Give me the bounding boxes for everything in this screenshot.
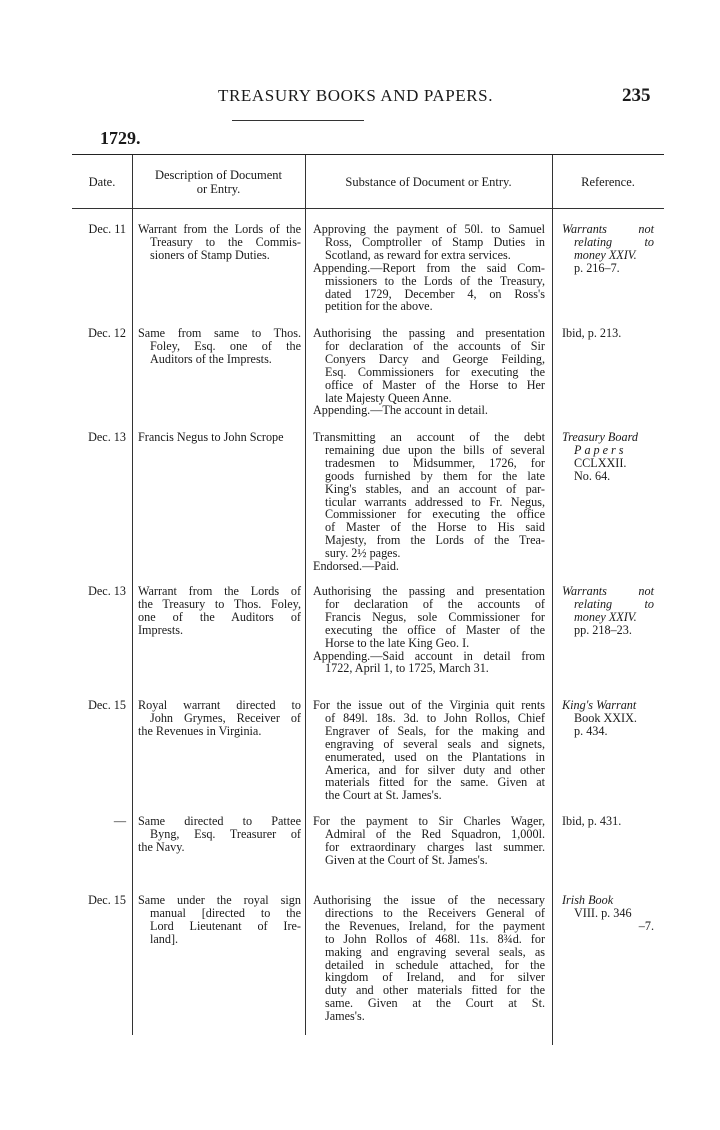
- appending-line: 1722, April 1, to 1725, March 31.: [325, 661, 489, 676]
- column-header-description-line1: Description of Document: [154, 167, 283, 182]
- column-divider-substance: [552, 155, 553, 1045]
- reference-line: pp. 218–23.: [574, 622, 632, 637]
- entry-reference: [562, 815, 654, 828]
- substance-line: making and engraving several seals, as: [325, 944, 545, 959]
- header-rule: [232, 120, 364, 121]
- description-line: Foley, Esq. one of the: [150, 338, 301, 353]
- substance-line: Authorising the passing and presentation: [313, 326, 545, 340]
- substance-line: of Master of the Horse to His said: [325, 520, 545, 535]
- substance-line: for extraordinary charges last summer.: [325, 839, 545, 854]
- entry-description: [138, 431, 301, 444]
- substance-line: of 849l. 18s. 3d. to John Rollos, Chief: [325, 710, 545, 725]
- reference-line: Ibid, p. 431.: [562, 814, 622, 828]
- substance-line: Admiral of the Red Squadron, 1,000l.: [325, 826, 545, 841]
- reference-line: Warrants not: [562, 222, 654, 236]
- substance-line: the Revenues, Ireland, for the payment: [325, 918, 545, 933]
- reference-line: Book XXIX.: [574, 710, 637, 725]
- entry-substance: [313, 585, 545, 675]
- reference-line: relating to: [574, 596, 654, 611]
- appending-line: missioners to the Lords of the Treasury,: [325, 273, 545, 288]
- substance-line: tradesmen to Midsummer, 1726, for: [325, 455, 545, 470]
- description-line: Francis Negus to John Scrope: [138, 430, 284, 444]
- entry-substance: [313, 699, 545, 802]
- substance-line: Authorising the issue of the necessary: [313, 893, 545, 907]
- column-header-description-line2: or Entry.: [196, 181, 241, 196]
- reference-line: Papers: [574, 442, 627, 457]
- description-line: Byng, Esq. Treasurer of: [150, 826, 301, 841]
- entry-reference: [562, 699, 654, 738]
- reference-line: money XXIV.: [574, 247, 637, 262]
- reference-line: relating to: [574, 234, 654, 249]
- entry-reference: [562, 327, 654, 340]
- description-line: John Grymes, Receiver of: [150, 710, 301, 725]
- year-heading: 1729.: [100, 128, 141, 148]
- substance-line: Majesty, from the Lords of the Trea-: [325, 533, 545, 548]
- reference-line: Treasury Board: [562, 430, 638, 444]
- substance-line: for declaration of the accounts of Sir: [325, 338, 545, 353]
- entry-date: Dec. 11: [88, 222, 126, 236]
- reference-line: Ibid, p. 213.: [562, 326, 622, 340]
- reference-line: CCLXXII.: [574, 455, 627, 470]
- substance-line: Engraver of Seals, for the making and: [325, 723, 545, 738]
- substance-line: Conyers Darcy and George Feilding,: [325, 351, 545, 366]
- description-line: Treasury to the Commis-: [150, 234, 301, 249]
- description-line: Same under the royal sign: [138, 893, 301, 907]
- entry-description: [138, 327, 301, 366]
- substance-line: to John Rollos of 468l. 11s. 8¾d. for: [325, 931, 545, 946]
- description-line: land].: [150, 931, 179, 946]
- reference-line: p. 216–7.: [574, 260, 620, 275]
- substance-line: directions to the Receivers General of: [325, 905, 545, 920]
- description-line: Warrant from the Lords of: [138, 584, 301, 598]
- substance-line: sury. 2½ pages.: [325, 546, 401, 561]
- description-line: Warrant from the Lords of the: [138, 222, 301, 236]
- description-line: sioners of Stamp Duties.: [150, 247, 270, 262]
- reference-line: –7.: [638, 918, 654, 933]
- substance-line: James's.: [325, 1009, 365, 1024]
- substance-line: remaining due upon the bills of several: [325, 442, 545, 457]
- description-line: manual [directed to the: [150, 905, 301, 920]
- substance-line: duty and other materials fitted for the: [325, 983, 545, 998]
- column-divider-description: [305, 155, 306, 1035]
- description-line: Same from same to Thos.: [138, 326, 301, 340]
- description-line: one of the Auditors of: [138, 609, 301, 624]
- entry-date: Dec. 15: [88, 893, 126, 907]
- entry-substance: [313, 894, 545, 1023]
- substance-line: materials fitted for the same. Given at: [325, 775, 545, 790]
- appending-line: Endorsed.—Paid.: [313, 559, 399, 574]
- reference-line: VIII. p. 346: [574, 905, 632, 920]
- column-header-description: [132, 155, 305, 208]
- reference-line: King's Warrant: [562, 698, 637, 712]
- substance-line: kingdom of Ireland, and for silver: [325, 970, 545, 985]
- appending-line: petition for the above.: [325, 299, 433, 314]
- description-line: Auditors of the Imprests.: [150, 351, 272, 366]
- substance-line: America, and for silver duty and other: [325, 762, 545, 777]
- substance-line: late Majesty Queen Anne.: [325, 390, 452, 405]
- entry-description: [138, 585, 301, 637]
- substance-line: For the payment to Sir Charles Wager,: [313, 814, 545, 828]
- substance-line: executing the office of Master of the: [325, 622, 545, 637]
- substance-line: For the issue out of the Virginia quit rents: [313, 698, 545, 712]
- description-line: the Revenues in Virginia.: [138, 723, 262, 738]
- entry-date: Dec. 15: [88, 698, 126, 712]
- appending-line: dated 1729, December 4, on Ross's: [325, 286, 545, 301]
- description-line: Lord Lieutenant of Ire-: [150, 918, 301, 933]
- substance-line: Authorising the passing and presentation: [313, 584, 545, 598]
- substance-line: King's stables, and an account of par-: [325, 481, 545, 496]
- substance-line: detailed in schedule attached, for the: [325, 957, 545, 972]
- entry-date: Dec. 12: [88, 326, 126, 340]
- entry-date: Dec. 13: [88, 430, 126, 444]
- column-header-reference: Reference.: [581, 174, 635, 189]
- running-title: TREASURY BOOKS AND PAPERS.: [218, 86, 494, 105]
- description-line: the Treasury to Thos. Foley,: [138, 596, 301, 611]
- entry-description: [138, 699, 301, 738]
- substance-line: goods furnished by them for the late: [325, 468, 545, 483]
- substance-line: ticular warrants addressed to Fr. Negus,: [325, 494, 545, 509]
- description-line: Same directed to Pattee: [138, 814, 301, 828]
- substance-line: Horse to the late King Geo. I.: [325, 635, 470, 650]
- entry-substance: [313, 223, 545, 313]
- entry-substance: [313, 327, 545, 417]
- substance-line: engraving of several seals and signets,: [325, 736, 545, 751]
- reference-line: Irish Book: [562, 893, 614, 907]
- substance-line: Ross, Comptroller of Stamp Duties in: [325, 234, 545, 249]
- description-line: Imprests.: [138, 622, 184, 637]
- substance-line: enumerated, used on the Plantations in: [325, 749, 545, 764]
- column-header-substance: Substance of Document or Entry.: [345, 174, 512, 189]
- entry-substance: [313, 815, 545, 867]
- substance-line: office of Master of the Horse to Her: [325, 377, 545, 392]
- substance-line: Francis Negus, sole Commissioner for: [325, 609, 545, 624]
- substance-line: the Court at St. James's.: [325, 788, 442, 803]
- column-header-date: Date.: [88, 174, 116, 189]
- entry-reference: [562, 894, 654, 933]
- reference-line: Warrants not: [562, 584, 654, 598]
- description-line: Royal warrant directed to: [138, 698, 301, 712]
- column-divider-date: [132, 155, 133, 1035]
- substance-line: Esq. Commissioners for executing the: [325, 364, 545, 379]
- reference-line: p. 434.: [574, 723, 608, 738]
- appending-line: Appending.—The account in detail.: [313, 403, 488, 418]
- substance-line: same. Given at the Court at St.: [325, 996, 545, 1011]
- entry-reference: [562, 585, 654, 637]
- entry-description: [138, 894, 301, 946]
- appending-line: Appending.—Report from the said Com-: [313, 260, 545, 275]
- description-line: the Navy.: [138, 839, 185, 854]
- substance-line: Given at the Court of St. James's.: [325, 852, 488, 867]
- entry-reference: [562, 223, 654, 275]
- entry-date: —: [113, 814, 126, 828]
- page-number: 235: [622, 85, 651, 106]
- substance-line: Approving the payment of 50l. to Samuel: [313, 222, 545, 236]
- entry-description: [138, 223, 301, 262]
- substance-line: for declaration of the accounts of: [325, 596, 545, 611]
- page-header: [0, 86, 720, 110]
- reference-line: money XXIV.: [574, 609, 637, 624]
- appending-line: Appending.—Said account in detail from: [313, 648, 545, 663]
- entry-reference: [562, 431, 654, 483]
- substance-line: Scotland, as reward for extra services.: [325, 247, 511, 262]
- substance-line: Commissioner for executing the office: [325, 507, 545, 522]
- entry-description: [138, 815, 301, 854]
- table-header-rule: [72, 208, 664, 209]
- entry-date: Dec. 13: [88, 584, 126, 598]
- reference-line: No. 64.: [574, 468, 611, 483]
- entry-substance: [313, 431, 545, 573]
- substance-line: Transmitting an account of the debt: [313, 430, 545, 444]
